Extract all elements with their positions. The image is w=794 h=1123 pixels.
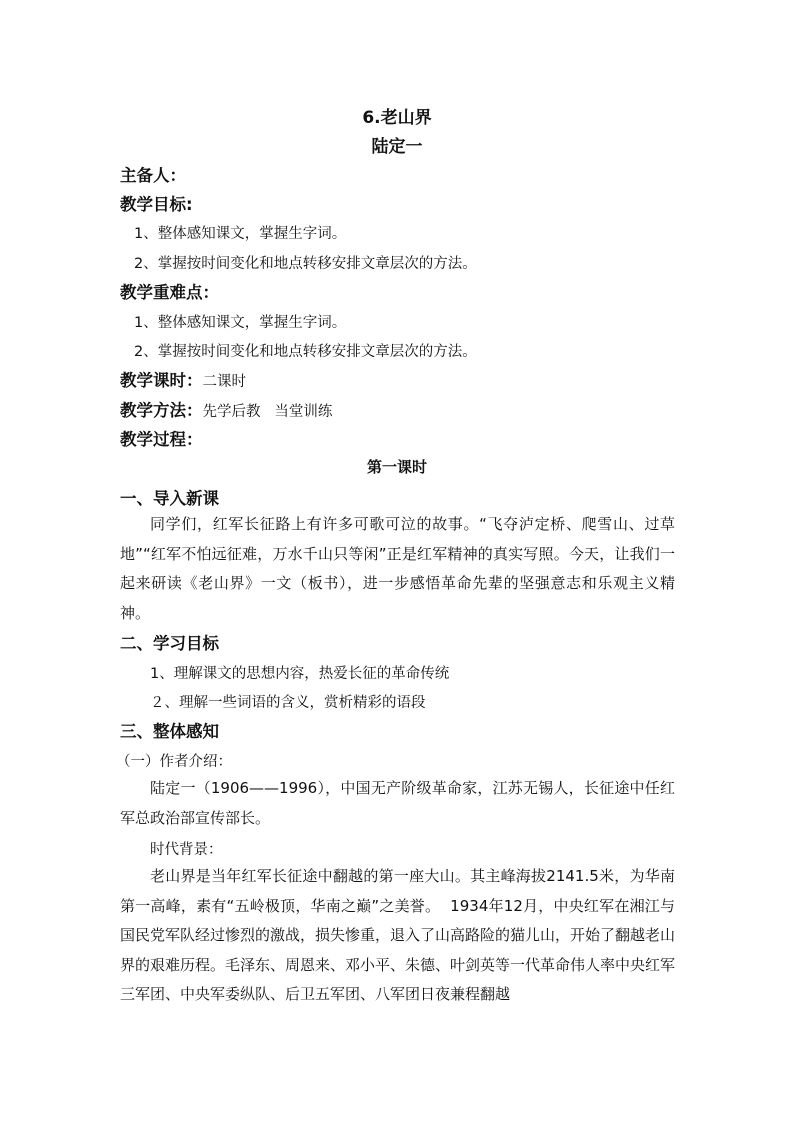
difficulty-item: 2、掌握按时间变化和地点转移安排文章层次的方法。: [134, 344, 477, 360]
preparer-label: 主备人：: [120, 166, 186, 185]
author-name: 陆定一: [371, 137, 423, 157]
goal-item: 1、理解课文的思想内容，热爱长征的革命传统: [150, 666, 450, 682]
section-goals-heading: 二、学习目标: [120, 634, 219, 653]
class-hours-label: 教学课时：: [120, 371, 203, 390]
goal-item: ２、理解一些词语的含义，赏析精彩的语段: [150, 695, 426, 711]
class-hours: [120, 367, 246, 391]
background-paragraph: 老山界是当年红军长征途中翻越的第一座大山。其主峰海拔2141.5米，为华南第一高峰，素有“五岭极顶，华南之巅”之美誉。 1934年12月，中央红军在湘江与国民党军队经过惨烈的激战，损失惨重，退入了山高路险的猫儿山，开始了翻越老山界的艰难历程。毛泽东、周恩来、邓小平、朱德、叶剑英等一代革命伟人率中央红军三军团、中央军委纵队、后卫五军团、八军团日夜兼程翻越: [120, 867, 676, 1003]
objective-item: 2、掌握按时间变化和地点转移安排文章层次的方法。: [134, 256, 477, 272]
section-overview-heading: 三、整体感知: [120, 722, 219, 741]
process-heading: 教学过程：: [120, 430, 203, 449]
section-intro-heading: 一、导入新课: [120, 489, 219, 508]
intro-paragraph: 同学们，红军长征路上有许多可歌可泣的故事。“飞夺泸定桥、爬雪山、过草地”“红军不怕远征难，万水千山只等闲”正是红军精神的真实写照。今天，让我们一起来研读《老山界》一文（板书），进一步感悟革命先辈的坚强意志和乐观主义精神。: [120, 515, 675, 622]
difficulty-item: 1、整体感知课文，掌握生字词。: [134, 315, 347, 331]
objective-item: 1、整体感知课文，掌握生字词。: [134, 226, 347, 242]
document-title: 6.老山界: [362, 108, 432, 128]
lesson-one-heading: 第一课时: [366, 458, 427, 476]
background-label: 时代背景：: [150, 842, 223, 858]
author-intro-subheading: （一）作者介绍：: [116, 754, 232, 770]
teaching-method-label: 教学方法：: [120, 401, 203, 420]
class-hours-value: 二课时: [202, 374, 246, 390]
objectives-heading: 教学目标:: [120, 195, 193, 214]
difficulties-heading: 教学重难点：: [120, 283, 219, 302]
teaching-method-value: 先学后教 当堂训练: [202, 404, 333, 420]
teaching-method: [120, 397, 332, 421]
author-intro-paragraph: 陆定一（1906——1996），中国无产阶级革命家，江苏无锡人，长征途中任红军总政治部宣传部长。: [120, 779, 675, 827]
